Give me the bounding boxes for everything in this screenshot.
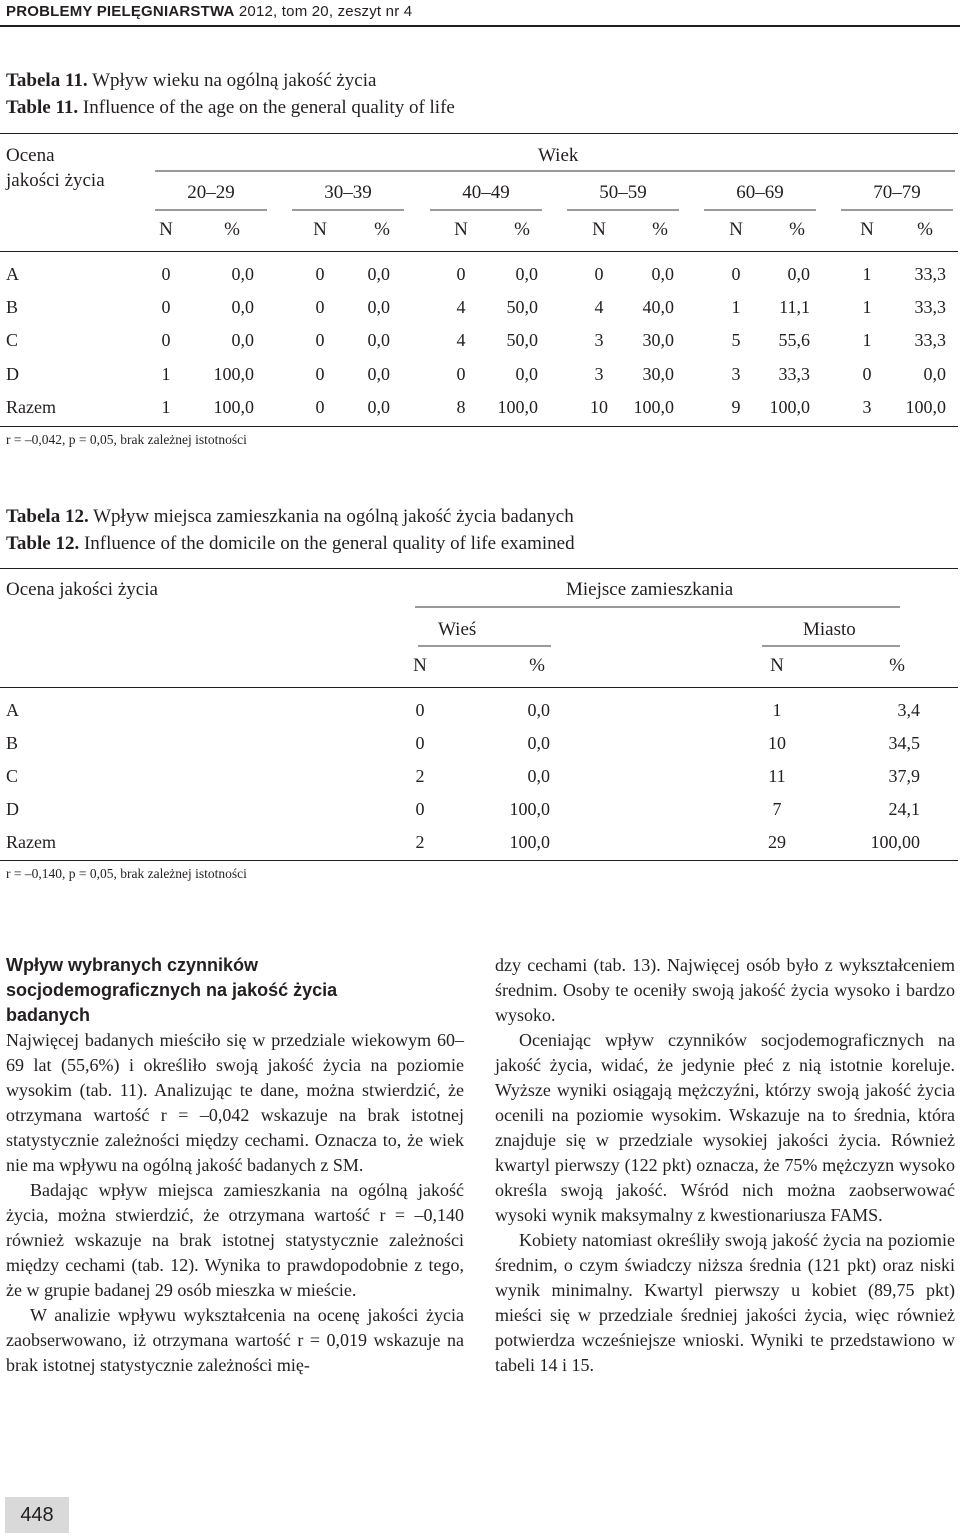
table11-cell: 0,0 [651, 264, 674, 284]
table11-age-group-header: 20–29 [187, 182, 235, 203]
table11-note: r = –0,042, p = 0,05, brak zależnej istotności [6, 432, 247, 447]
paragraph: Kobiety natomiast określiły swoją jakość życia na poziomie średnim, o czym świadczy niższa średnia (121 pkt) oraz niski wynik minimalny. Kwartyl pierwszy u kobiet (89,75 pkt) mieści się w przedziale średniej jakości życia, więc również potwierdza wcześniejsze wnioski. Wyniki te przedstawiono w tabeli 14 i 15. [495, 1230, 955, 1375]
table11-cell: 3 [594, 364, 604, 384]
table11-cell: 0,0 [367, 297, 390, 317]
table11-cell: 1 [161, 364, 171, 384]
table11-cell: 0 [161, 330, 171, 350]
table12-cell: 29 [768, 832, 786, 852]
table12-col-n-header: N [413, 655, 427, 676]
table12-cell: 0,0 [527, 733, 550, 753]
table11-col-pct-header: % [514, 219, 530, 240]
table11-cell: 0 [456, 364, 466, 384]
table12-cell: 10 [768, 733, 786, 753]
table11-cell: 0,0 [231, 297, 254, 317]
table11-cell: 40,0 [642, 297, 674, 317]
table12-cell: 7 [772, 799, 782, 819]
table12-cell: 0 [415, 799, 425, 819]
table12-bottom-rule [0, 860, 958, 861]
table11-cell: 50,0 [506, 297, 538, 317]
table12-rowhead: Ocena jakości życia [6, 579, 158, 600]
header-rule [0, 25, 960, 27]
table11-cell: 0,0 [367, 397, 390, 417]
table11-cell: 100,0 [213, 397, 254, 417]
table11-cell: 1 [161, 397, 171, 417]
table12-group-title: Miejsce zamieszkania [566, 579, 734, 600]
table12-caption-pl: Tabela 12. Wpływ miejsca zamieszkania na ogólną jakość życia badanych [6, 506, 574, 527]
table11-cell: 100,0 [213, 364, 254, 384]
table11-col-pct-header: % [652, 219, 668, 240]
table11-group-rule [155, 170, 955, 172]
table12-group-header: Miasto [803, 619, 856, 640]
table11-age-group-header: 40–49 [462, 182, 510, 203]
table11-bottom-rule [0, 426, 958, 427]
table12-cell: 2 [415, 832, 425, 852]
table12-cell: 0 [415, 733, 425, 753]
table11-cell: 1 [862, 264, 872, 284]
table11-group-title: Wiek [538, 145, 579, 166]
table11-col-pct-header: % [789, 219, 805, 240]
table11-header-rule [0, 251, 958, 252]
table11-cell: 0,0 [515, 264, 538, 284]
table12-cell: 34,5 [888, 733, 920, 753]
table11-cell: 0 [315, 364, 325, 384]
table12-group-rule [762, 645, 900, 647]
table11-cell: 1 [862, 297, 872, 317]
table11-age-group-rule [155, 209, 267, 211]
table11-cell: 0,0 [923, 364, 946, 384]
table12-col-pct-header: % [529, 655, 545, 676]
paragraph: dzy cechami (tab. 13). Najwięcej osób było z wykształceniem średnim. Osoby te oceniły swoją jakość życia wysoko i bardzo wysoko. [495, 955, 955, 1025]
table12-row-label: C [6, 766, 19, 786]
table12-group-rule [418, 645, 551, 647]
table11-cell: 0,0 [367, 264, 390, 284]
table12-cell: 0 [415, 700, 425, 720]
table12-cell: 37,9 [888, 766, 920, 786]
table12-cell: 0,0 [527, 700, 550, 720]
section-heading: Wpływ wybranych czynników socjodemograficznych na jakość życia badanych [6, 955, 338, 1025]
table11-col-n-header: N [592, 219, 606, 240]
table12-cell: 100,0 [509, 799, 550, 819]
table12-cell: 0,0 [527, 766, 550, 786]
table11-cell: 8 [456, 397, 466, 417]
table11-age-group-rule [841, 209, 953, 211]
table11-cell: 100,0 [769, 397, 810, 417]
table11-cell: 0 [862, 364, 872, 384]
table11-col-n-header: N [454, 219, 468, 240]
table11-age-group-rule [704, 209, 816, 211]
table12-col-pct-header: % [889, 655, 905, 676]
paragraph: Najwięcej badanych mieściło się w przedziale wiekowym 60–69 lat (55,6%) i określiło swoją jakość życia na poziomie wysokim (tab. 11). Analizując te dane, można stwierdzić, że otrzymana wartość r = –0,042 wskazuje na brak istotnej statystycznie zależności między cechami. Oznacza to, że wiek nie ma wpływu na ogólną jakość badanych z SM. [6, 1030, 464, 1175]
paragraph: W analizie wpływu wykształcenia na ocenę jakości życia zaobserwowano, iż otrzymana wartość r = 0,019 wskazuje na brak istotnej statystycznie zależności mię- [6, 1305, 464, 1375]
table11-age-group-rule [430, 209, 542, 211]
table11-cell: 4 [594, 297, 604, 317]
table12-cell: 100,00 [870, 832, 920, 852]
table11-cell: 33,3 [914, 297, 946, 317]
table12-row-label: B [6, 733, 19, 753]
table11-cell: 0,0 [515, 364, 538, 384]
table11-col-pct-header: % [224, 219, 240, 240]
table11-rowhead-1: Ocena [6, 145, 55, 166]
table11-row-label: A [6, 264, 19, 284]
table11-col-pct-header: % [374, 219, 390, 240]
table11-cell: 3 [862, 397, 872, 417]
table11-col-n-header: N [729, 219, 743, 240]
paragraph: Oceniając wpływ czynników socjodemograficznych na jakość życia, widać, że jedynie płeć z nią istotnie koreluje. Wyższe wyniki osiągają mężczyźni, którzy swoją jakość życia ocenili na poziomie wysokim. Wskazuje na to średnia, która znajduje się w przedziale wysokiej jakości życia. Również kwartyl pierwszy (122 pkt) oznacza, że 75% mężczyzn wysoko określa swoją jakość. Wśród nich można zaobserwować wysoki wynik maksymalny z kwestionariusza FAMS. [495, 1030, 955, 1225]
table12-row-label: Razem [6, 832, 56, 852]
table11-cell: 33,3 [914, 264, 946, 284]
table11-col-n-header: N [860, 219, 874, 240]
table11-cell: 0 [315, 297, 325, 317]
table12-group-rule [415, 606, 900, 608]
table11-cell: 0 [315, 264, 325, 284]
table12-cell: 3,4 [897, 700, 920, 720]
table11-cell: 50,0 [506, 330, 538, 350]
table11-cell: 11,1 [779, 297, 810, 317]
table12-row-label: D [6, 799, 19, 819]
table11-cell: 0,0 [231, 330, 254, 350]
table11-cell: 33,3 [914, 330, 946, 350]
right-column [495, 953, 955, 1378]
table11-cell: 1 [862, 330, 872, 350]
table11-cell: 4 [456, 297, 466, 317]
table11-cell: 0 [315, 330, 325, 350]
table11-cell: 0 [731, 264, 741, 284]
table11-cell: 0 [456, 264, 466, 284]
table11-cell: 30,0 [642, 330, 674, 350]
table11-caption-pl: Tabela 11. Wpływ wieku na ogólną jakość życia [6, 70, 377, 91]
running-header [6, 3, 412, 20]
table11-caption-en: Table 11. Influence of the age on the general quality of life [6, 97, 455, 118]
table11-col-pct-header: % [917, 219, 933, 240]
table12-col-n-header: N [770, 655, 784, 676]
table12-top-rule [0, 568, 958, 569]
table11-cell: 100,0 [905, 397, 946, 417]
table12-cell: 100,0 [509, 832, 550, 852]
table11-cell: 3 [594, 330, 604, 350]
table11-row-label: D [6, 364, 19, 384]
table11-row-label: C [6, 330, 19, 350]
table11-cell: 1 [731, 297, 741, 317]
journal-title: PROBLEMY PIELĘGNIARSTWA [6, 3, 235, 20]
table12-note: r = –0,140, p = 0,05, brak zależnej istotności [6, 866, 247, 881]
table11-cell: 9 [731, 397, 741, 417]
table11-cell: 0 [161, 297, 171, 317]
table11-rowhead-2: jakości życia [6, 170, 105, 191]
table11-cell: 0,0 [367, 330, 390, 350]
table11-age-group-rule [292, 209, 404, 211]
table12-cell: 11 [768, 766, 786, 786]
table11-col-n-header: N [159, 219, 173, 240]
table11-cell: 4 [456, 330, 466, 350]
left-column [6, 953, 464, 1378]
table12-cell: 1 [772, 700, 782, 720]
table11-cell: 5 [731, 330, 741, 350]
paragraph: Badając wpływ miejsca zamieszkania na ogólną jakość życia, można stwierdzić, że otrzymana wartość r = –0,140 również wskazuje na brak istotnej statystycznie zależności między cechami (tab. 12). Wynika to prawdopodobnie z tego, że w grupie badanej 29 osób mieszka w mieście. [6, 1180, 464, 1300]
table11-cell: 33,3 [778, 364, 810, 384]
table11-age-group-header: 70–79 [873, 182, 921, 203]
table12-row-label: A [6, 700, 19, 720]
table11-cell: 10 [590, 397, 608, 417]
table11-cell: 0 [594, 264, 604, 284]
table11-row-label: B [6, 297, 19, 317]
table11-cell: 55,6 [778, 330, 810, 350]
table11-cell: 30,0 [642, 364, 674, 384]
table12-cell: 24,1 [888, 799, 920, 819]
table11-cell: 100,0 [497, 397, 538, 417]
table11-cell: 0 [315, 397, 325, 417]
table11-col-n-header: N [313, 219, 327, 240]
table11-cell: 0,0 [787, 264, 810, 284]
table11-cell: 3 [731, 364, 741, 384]
table11-cell: 100,0 [633, 397, 674, 417]
table11-age-group-rule [567, 209, 679, 211]
page-number: 448 [5, 1497, 69, 1533]
table11-cell: 0,0 [231, 264, 254, 284]
table12-cell: 2 [415, 766, 425, 786]
issue-info: 2012, tom 20, zeszyt nr 4 [234, 3, 413, 20]
table11-cell: 0,0 [367, 364, 390, 384]
table11-top-rule [0, 133, 958, 134]
table11-age-group-header: 50–59 [599, 182, 647, 203]
table12-caption-en: Table 12. Influence of the domicile on the general quality of life examined [6, 533, 575, 554]
table11-age-group-header: 30–39 [324, 182, 372, 203]
table12-group-header: Wieś [438, 619, 477, 640]
table11-cell: 0 [161, 264, 171, 284]
table11-age-group-header: 60–69 [736, 182, 784, 203]
table11-row-label: Razem [6, 397, 56, 417]
table12-header-rule [0, 687, 958, 688]
